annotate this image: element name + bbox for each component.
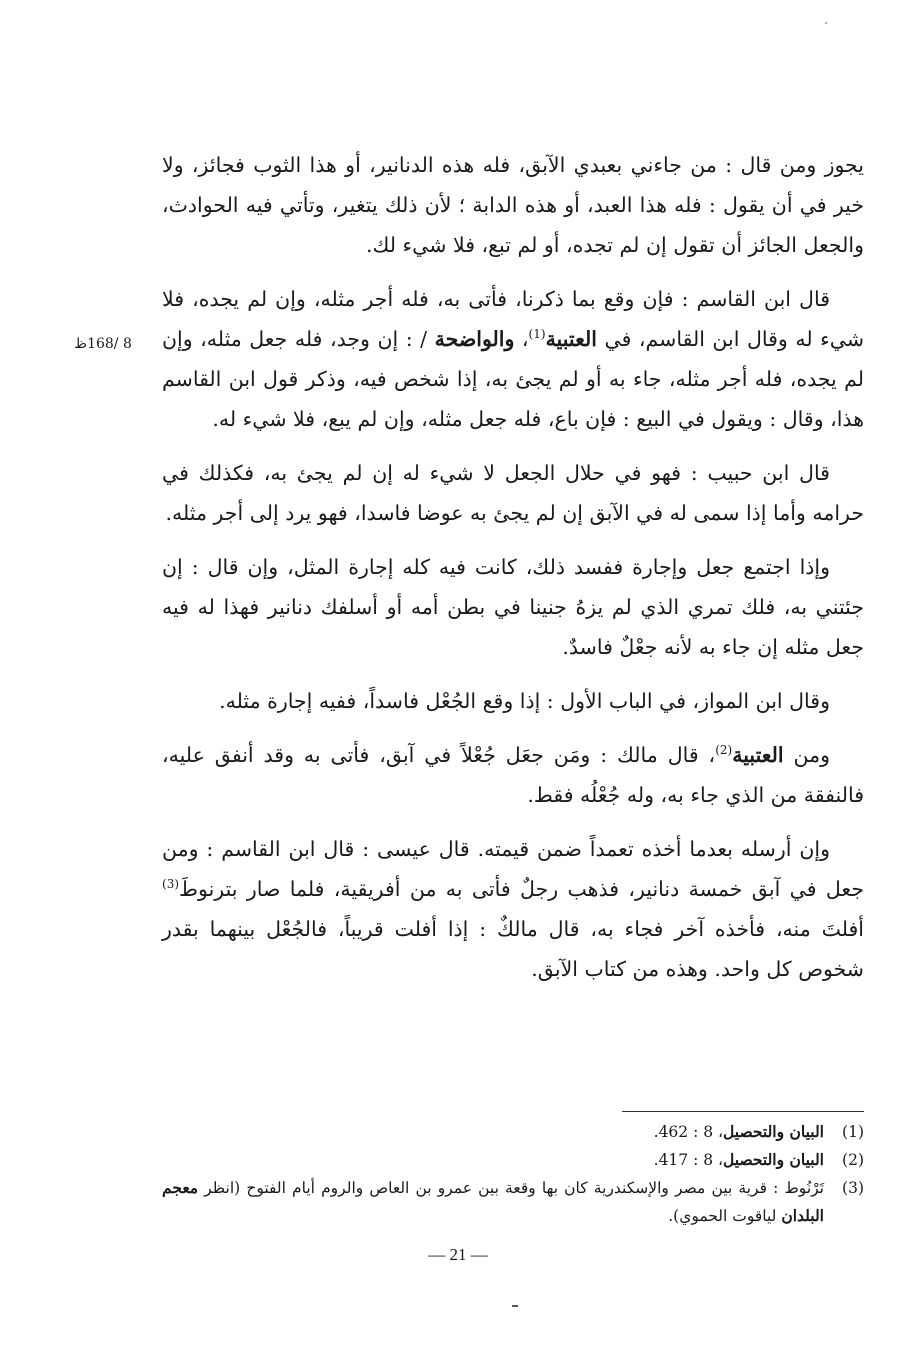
- source-title-utbiyya-2: العتبية: [732, 743, 784, 767]
- footnote-ref-1: (1): [528, 327, 546, 342]
- paragraph-7-text-b: أفلتَ منه، فأخذه آخر فجاء به، قال مالكٌ : إذا أفلت قريباً، فالجُعْل بينهما بقدر شخوص كل واحد. وهذه من كتاب الآبق.: [162, 917, 864, 981]
- footnote-number: (1): [842, 1123, 864, 1141]
- footnote-divider: [622, 1111, 864, 1112]
- paragraph-3: قال ابن حبيب : فهو في حلال الجعل لا شيء له إن لم يجئ به، فكذلك في حرامه وأما إذا سمى له في الآبق إن لم يجئ به عوضا فاسدا، فهو يرد إلى أجر مثله.: [162, 461, 864, 525]
- footnote-source: البيان والتحصيل: [723, 1122, 824, 1141]
- footnotes: [162, 1118, 864, 1230]
- page-number: — 21 —: [428, 1245, 488, 1264]
- footnote-citation: ، 8 : 462.: [653, 1123, 724, 1141]
- paragraph-7: [162, 829, 864, 989]
- paragraph-2-text-d: / : إن وجد، فله جعل مثله، وإن لم يجده، فله أجر مثله، جاء به أو لم يجئ به، إذا شخص فيه، وذكر قول ابن القاسم هذا، وقال : ويقول في البيع : فإن باع، فله جعل مثله، وإن لم يبع، فلا شيء له.: [162, 327, 864, 431]
- footnote-number: (3): [842, 1179, 864, 1197]
- footnote-citation: ، 8 : 417.: [653, 1151, 724, 1169]
- footnote-text: تَرْنُوط : قرية بين مصر والإسكندرية كان بها وقعة بين عمرو بن العاص والروم أيام الفتوح (انظر: [198, 1179, 824, 1197]
- footnote-1: [162, 1118, 864, 1146]
- footnote-number: (2): [842, 1151, 864, 1169]
- paragraph-2-text-a: قال ابن القاسم : فإن وقع بما ذكرنا، فأتى به، فله أجر مثله، وإن لم يجده، فلا شيء له وقال ابن القاسم، في: [162, 287, 864, 351]
- scan-speck: [825, 22, 827, 24]
- footnote-citation: لياقوت الحموي).: [668, 1207, 782, 1225]
- paragraph-2: [162, 279, 864, 439]
- paragraph-5: وقال ابن المواز، في الباب الأول : إذا وقع الجُعْل فاسداً، ففيه إجارة مثله.: [219, 689, 830, 713]
- footnote-source: البيان والتحصيل: [723, 1150, 824, 1169]
- footnote-body: [162, 1174, 824, 1230]
- source-title-utbiyya: العتبية: [545, 327, 597, 351]
- paragraph-4: وإذا اجتمع جعل وإجارة ففسد ذلك، كانت فيه كله إجارة المثل، وإن قال : إن جئتني به، فلك تمري الذي لم يزهُ جنينا في بطن أمه أو أسلفك دنانير فهذا له فيه جعل مثله إن جاء به لأنه جعْلٌ فاسدٌ.: [162, 555, 864, 659]
- paragraph-6-text-c: ، قال مالك : ومَن جعَل جُعْلاً في آبق، فأتى به وقد أنفق عليه، فالنفقة من الذي جاء به، وله جُعْلُه فقط.: [162, 743, 864, 807]
- paragraph-6: [162, 735, 864, 815]
- paragraph-1: يجوز ومن قال : من جاءني بعبدي الآبق، فله هذه الدنانير، أو هذا الثوب فجائز، ولا خير في أن يقول : فله هذا العبد، أو هذه الدابة ؛ لأن ذلك يتغير، وتأتي فيه الحوادث، والجعل الجائز أن تقول إن لم تجده، أو لم تبع، فلا شيء لك.: [162, 153, 864, 257]
- footnote-body: [162, 1118, 824, 1146]
- paragraph-6-text-a: ومن: [783, 743, 830, 767]
- footnote-body: [162, 1146, 824, 1174]
- main-text: [162, 145, 864, 1003]
- paragraph-7-text-a: وإن أرسله بعدما أخذه تعمداً ضمن قيمته. قال عيسى : قال ابن القاسم : ومن جعل في آبق خمسة دنانير، فذهب رجلٌ فأتى به من أفريقية، فلما صار بترنوطَ: [162, 837, 864, 901]
- source-title-wadiha: والواضحة: [434, 327, 515, 351]
- footnote-ref-2: (2): [715, 743, 733, 758]
- scan-speck-bottom: [512, 1305, 518, 1307]
- footnote-ref-3: (3): [162, 877, 180, 892]
- footnote-2: [162, 1146, 864, 1174]
- footnote-3: [162, 1174, 864, 1230]
- margin-folio-note: 8 /168ظ: [74, 336, 132, 352]
- paragraph-2-text-c: ،: [514, 327, 529, 351]
- footnote-source: معجم البلدان: [162, 1178, 824, 1225]
